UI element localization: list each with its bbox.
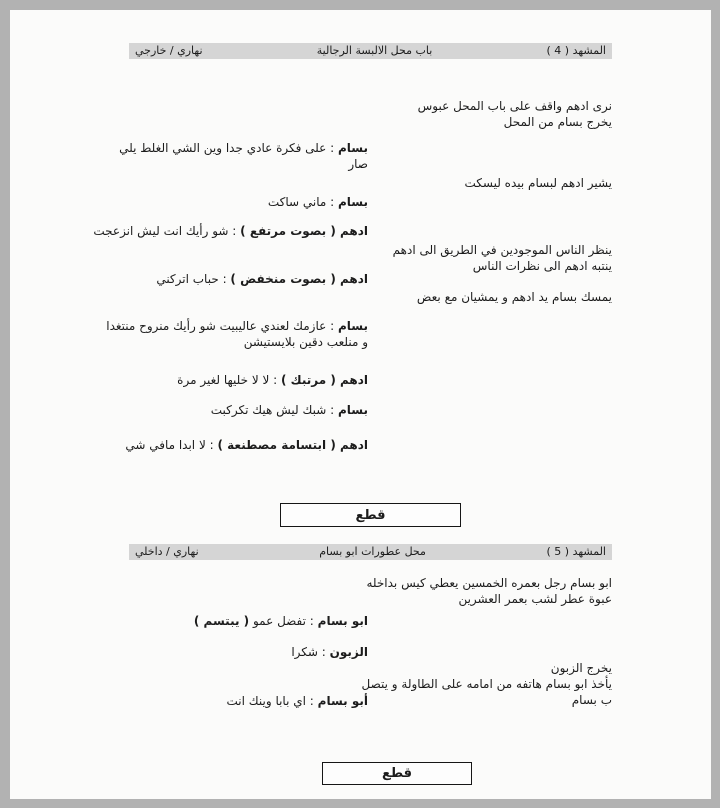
speaker-name: ادهم ( ابتسامة مصطنعة ) xyxy=(217,438,368,452)
dialogue-text: : لا لا خليها لغير مرة xyxy=(177,373,282,387)
action-line: ب بسام xyxy=(571,693,612,707)
scene-4-header-bar xyxy=(129,43,612,59)
dialogue-text: : شبك ليش هيك تكركبت xyxy=(210,403,338,417)
action-customer-leaves-phone-call xyxy=(362,660,612,708)
scene-4-number: المشهد ( 4 ) xyxy=(546,44,606,57)
scene-4-time: نهاري / خارجي xyxy=(135,44,203,57)
dialogue-adham-fake-smile xyxy=(125,437,368,453)
speaker-name: بسام xyxy=(337,195,368,209)
dialogue-bassam-invite xyxy=(106,318,368,350)
dialogue-customer-thanks xyxy=(291,644,368,660)
dialogue-line xyxy=(156,271,368,287)
action-line: يأخذ ابو بسام هاتفه من امامه على الطاولة و يتصل xyxy=(361,677,612,691)
dialogue-bassam-1 xyxy=(119,140,368,172)
scene-5-header-bar xyxy=(129,544,612,560)
speaker-name: أبو بسام xyxy=(317,694,368,708)
dialogue-line xyxy=(211,402,368,418)
cut-label: قطع xyxy=(381,766,413,781)
scene-5-number: المشهد ( 5 ) xyxy=(546,545,606,558)
scene-5-location: محل عطورات ابو بسام xyxy=(319,545,426,558)
action-adham-at-door xyxy=(418,98,612,130)
dialogue-abu-bassam-phone xyxy=(226,693,368,709)
dialogue-line xyxy=(106,318,368,334)
action-line: عبوة عطر لشب بعمر العشرين xyxy=(458,592,612,606)
action-line: يخرج الزبون xyxy=(550,661,612,675)
dialogue-line xyxy=(125,437,368,453)
action-line: ينظر الناس الموجودين في الطريق الى ادهم xyxy=(392,243,612,257)
dialogue-text: : عازمك لعندي عاليبيت شو رأيك منروح منتغدا xyxy=(106,319,338,333)
action-walking-together xyxy=(417,289,612,305)
scene-5-time: نهاري / داخلي xyxy=(135,545,199,558)
scene-4-location: باب محل الالبسة الرجالية xyxy=(316,44,433,57)
cut-transition-box-1 xyxy=(280,503,461,527)
script-page xyxy=(10,10,711,799)
action-adham-gestures xyxy=(464,175,612,191)
action-line: يشير ادهم لبسام بيده ليسكت xyxy=(464,176,612,190)
speaker-name: بسام xyxy=(337,403,368,417)
action-line: يخرج بسام من المحل xyxy=(503,115,612,129)
dialogue-text: : لا ابدا مافي شي xyxy=(125,438,218,452)
dialogue-line xyxy=(268,194,368,210)
dialogue-line: و منلعب دقين بلايستيشن xyxy=(243,335,368,349)
action-abu-bassam-customer xyxy=(366,575,612,607)
speaker-name: ادهم ( مرتبك ) xyxy=(281,373,368,387)
dialogue-line xyxy=(119,140,368,156)
dialogue-line xyxy=(93,223,368,239)
dialogue-text: : شو رأيك انت ليش انزعجت xyxy=(93,224,241,238)
dialogue-text: : اي بابا وينك انت xyxy=(226,694,318,708)
action-line: يمسك بسام يد ادهم و يمشيان مع بعض xyxy=(416,290,612,304)
action-line: نرى ادهم واقف على باب المحل عبوس xyxy=(417,99,612,113)
dialogue-bassam-whats-wrong xyxy=(211,402,368,418)
dialogue-text: : ماني ساكت xyxy=(267,195,338,209)
cut-transition-box-2 xyxy=(322,762,472,785)
speaker-name: ابو بسام xyxy=(317,614,368,628)
cut-label: قطع xyxy=(355,507,386,523)
speaker-name: بسام xyxy=(337,141,368,155)
dialogue-adham-quiet xyxy=(156,271,368,287)
dialogue-line xyxy=(291,644,368,660)
dialogue-text: : حباب اتركني xyxy=(156,272,231,286)
dialogue-line xyxy=(177,372,368,388)
parenthetical: ( يبتسم ) xyxy=(193,614,250,628)
dialogue-line xyxy=(226,693,368,709)
action-line: ينتبه ادهم الى نظرات الناس xyxy=(472,259,612,273)
speaker-name: ادهم ( بصوت مرتفع ) xyxy=(240,224,368,238)
dialogue-bassam-2 xyxy=(268,194,368,210)
action-people-looking xyxy=(393,242,612,274)
action-line: ابو بسام رجل بعمره الخمسين يعطي كيس بداخله xyxy=(366,576,612,590)
dialogue-adham-confused xyxy=(177,372,368,388)
speaker-name: بسام xyxy=(337,319,368,333)
dialogue-text: : تفضل عمو xyxy=(249,614,318,628)
speaker-name: الزبون xyxy=(329,645,368,659)
dialogue-text: : شكرا xyxy=(291,645,330,659)
speaker-name: ادهم ( بصوت منخفض ) xyxy=(230,272,368,286)
dialogue-abu-bassam-1 xyxy=(194,613,368,629)
dialogue-line: صار xyxy=(348,157,368,171)
dialogue-line xyxy=(194,613,368,629)
dialogue-adham-loud xyxy=(93,223,368,239)
dialogue-text: : على فكرة عادي جدا وين الشي الغلط يلي xyxy=(119,141,338,155)
